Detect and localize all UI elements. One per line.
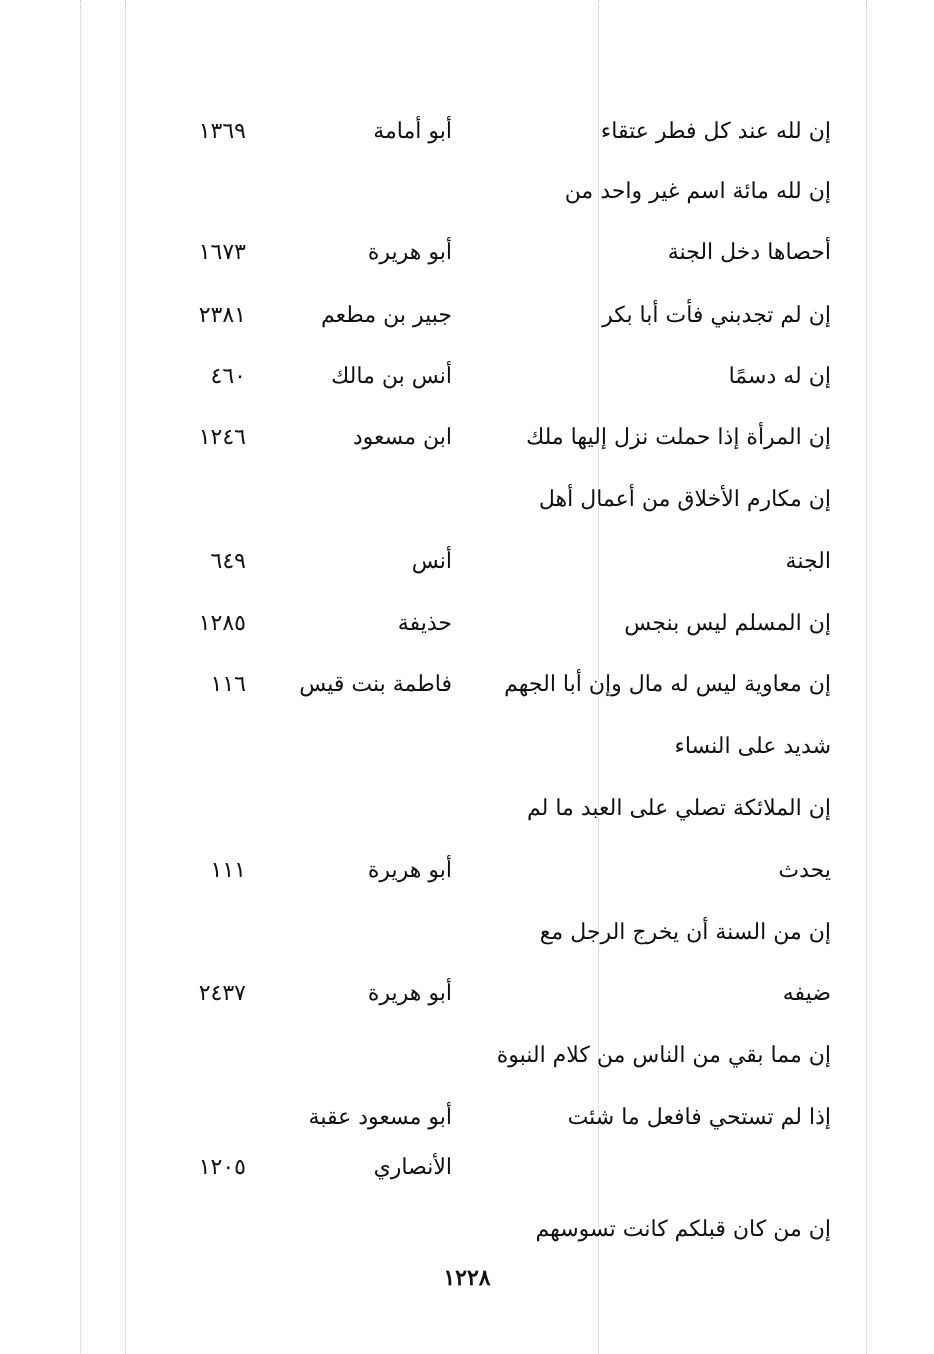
index-row xyxy=(0,172,934,212)
narrator-name: أبو هريرة xyxy=(367,981,452,1006)
hadith-number: ٢٤٣٧ xyxy=(198,981,246,1006)
hadith-text: إن الملائكة تصلي على العبد ما لم xyxy=(527,796,831,821)
narrator-name: أبو أمامة xyxy=(373,119,452,144)
hadith-text: يحدث xyxy=(778,858,831,883)
index-row xyxy=(0,233,934,273)
index-row xyxy=(0,1148,934,1188)
hadith-number: ٦٤٩ xyxy=(210,549,246,574)
hadith-text: إن من السنة أن يخرج الرجل مع xyxy=(539,920,831,945)
index-row xyxy=(0,789,934,829)
hadith-text: شديد على النساء xyxy=(674,734,831,759)
hadith-text: ضيفه xyxy=(782,981,831,1006)
narrator-name: حذيفة xyxy=(397,611,452,636)
hadith-number xyxy=(166,789,246,829)
index-row xyxy=(0,542,934,582)
narrator-name: أبو هريرة xyxy=(367,240,452,265)
hadith-text: الجنة xyxy=(785,549,831,574)
index-row xyxy=(0,1036,934,1076)
hadith-number: ٤٦٠ xyxy=(210,364,246,389)
hadith-number xyxy=(166,1098,246,1138)
narrator-name: ابن مسعود xyxy=(352,425,452,450)
narrator-name: أنس xyxy=(411,549,452,574)
hadith-text: إن لله مائة اسم غير واحد من xyxy=(564,179,831,204)
hadith-text: إن من كان قبلكم كانت تسوسهم xyxy=(535,1217,831,1242)
hadith-text: إن معاوية ليس له مال وإن أبا الجهم xyxy=(504,672,831,697)
hadith-number: ١١٦ xyxy=(210,672,246,697)
hadith-text: إن مكارم الأخلاق من أعمال أهل xyxy=(538,487,831,512)
hadith-text: إن لله عند كل فطر عتقاء xyxy=(600,119,831,144)
index-row xyxy=(0,665,934,705)
hadith-number: ١٢٠٥ xyxy=(198,1155,246,1180)
narrator-name xyxy=(252,1036,452,1076)
hadith-number xyxy=(166,913,246,953)
hadith-number xyxy=(166,480,246,520)
index-row xyxy=(0,418,934,458)
narrator-name: أنس بن مالك xyxy=(331,364,452,389)
hadith-text: إن مما بقي من الناس من كلام النبوة xyxy=(496,1043,831,1068)
index-row xyxy=(0,851,934,891)
hadith-number: ١٢٤٦ xyxy=(198,425,246,450)
index-row xyxy=(0,112,934,152)
index-row xyxy=(0,913,934,953)
index-row xyxy=(0,296,934,336)
narrator-name xyxy=(252,913,452,953)
hadith-number xyxy=(166,172,246,212)
hadith-text xyxy=(501,1148,831,1188)
narrator-name: أبو مسعود عقبة xyxy=(308,1105,452,1130)
hadith-text: إن لم تجدبني فأت أبا بكر xyxy=(602,303,831,328)
index-row xyxy=(0,974,934,1014)
narrator-name: أبو هريرة xyxy=(367,858,452,883)
narrator-name: فاطمة بنت قيس xyxy=(299,672,452,697)
hadith-number: ١٢٨٥ xyxy=(198,611,246,636)
index-row xyxy=(0,727,934,767)
hadith-number: ١٦٧٣ xyxy=(198,240,246,265)
page-number: ١٢٢٨ xyxy=(443,1265,491,1291)
hadith-text: إن المرأة إذا حملت نزل إليها ملك xyxy=(526,425,831,450)
hadith-number: ٢٣٨١ xyxy=(198,303,246,328)
narrator-name: الأنصاري xyxy=(373,1155,452,1180)
narrator-name xyxy=(252,480,452,520)
index-row xyxy=(0,1210,934,1250)
index-row xyxy=(0,357,934,397)
narrator-name xyxy=(252,1210,452,1250)
hadith-text: إذا لم تستحي فافعل ما شئت xyxy=(567,1105,831,1130)
hadith-number: ١٣٦٩ xyxy=(198,119,246,144)
narrator-name xyxy=(252,727,452,767)
narrator-name xyxy=(252,789,452,829)
hadith-number xyxy=(166,1036,246,1076)
index-row xyxy=(0,1098,934,1138)
hadith-text: إن له دسمًا xyxy=(728,364,831,389)
narrator-name: جبير بن مطعم xyxy=(321,303,452,328)
hadith-text: أحصاها دخل الجنة xyxy=(667,240,831,265)
index-row xyxy=(0,604,934,644)
index-row xyxy=(0,480,934,520)
hadith-number: ١١١ xyxy=(210,858,246,883)
narrator-name xyxy=(252,172,452,212)
hadith-text: إن المسلم ليس بنجس xyxy=(624,611,831,636)
hadith-number xyxy=(166,727,246,767)
hadith-number xyxy=(166,1210,246,1250)
